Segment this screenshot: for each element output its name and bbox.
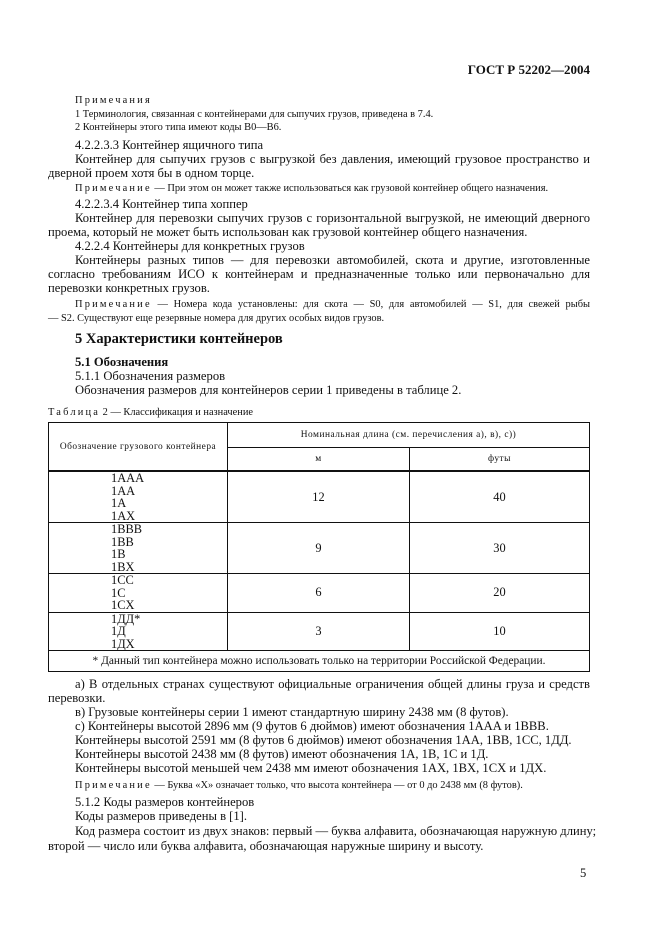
code: 1A [111, 496, 127, 510]
code: 1CC [111, 573, 134, 587]
note [75, 298, 590, 312]
section-heading: 4.2.2.3.3 Контейнер ящичного типа [75, 138, 264, 152]
table-row [49, 612, 590, 651]
note [75, 779, 523, 793]
note-text: — Буква «Х» означает только, что высота контейнера — от 0 до 2438 мм (8 футов). [151, 780, 523, 791]
note-item: 1 Терминология, связанная с контейнерами для сыпучих грузов, приведена в 7.4. [75, 109, 434, 120]
paragraph-line: дверной проем хотя бы в одном торце. [48, 166, 255, 180]
list-item-c-line: Контейнеры высотой 2591 мм (8 футов 6 дюймов) имеют обозначения 1AA, 1BB, 1CC, 1ДД. [75, 733, 572, 747]
code: 1Д [111, 624, 126, 638]
length-ft-cell: 10 [410, 612, 590, 651]
codes-cell [49, 574, 228, 613]
length-m-cell: 9 [228, 523, 410, 574]
table-footnote: * Данный тип контейнера можно использовать только на территории Российской Федерации. [49, 651, 590, 672]
length-m-cell: 6 [228, 574, 410, 613]
code: 1AX [111, 508, 136, 523]
paragraph-line: проема, который не может быть использован как грузовой контейнер общего назначения. [48, 225, 528, 239]
note-label: Примечание [75, 299, 152, 310]
codes-cell [49, 471, 228, 523]
paragraph-line: Контейнеры разных типов — для перевозки автомобилей, скота и другие, изготовленные [75, 253, 590, 267]
table-row [49, 471, 590, 523]
notes-title: Примечания [75, 95, 152, 106]
length-ft-cell: 20 [410, 574, 590, 613]
code: 1ДД* [111, 611, 141, 626]
note-text: — S2. Существуют еще резервные номера для других особых видов грузов. [48, 313, 385, 324]
codes-cell [49, 612, 228, 651]
paragraph-line: второй — число или буква алфавита, обозначающая наружные ширину и высоту. [48, 839, 484, 853]
list-item-c: с) Контейнеры высотой 2896 мм (9 футов 6 дюймов) имеют обозначения 1AAA и 1BBB. [75, 719, 549, 733]
list-item-a-cont: перевозки. [48, 691, 106, 705]
column-header-m: м [228, 448, 410, 472]
paragraph-line: Коды размеров приведены в [1]. [75, 809, 248, 823]
document-id: ГОСТ Р 52202—2004 [467, 62, 590, 77]
caption-text: 2 — Классификация и назначение [100, 407, 253, 418]
column-header-length: Номинальная длина (см. перечисления а), в), с)) [228, 423, 590, 448]
code: 1C [111, 585, 126, 600]
note-label: Примечание [75, 183, 152, 194]
table-row [49, 523, 590, 574]
caption-label: Таблица [48, 407, 101, 418]
list-item-a: а) В отдельных странах существуют официальные ограничения общей длины груза и средств [75, 677, 590, 691]
column-header-ft: футы [410, 448, 590, 472]
list-item-c-line: Контейнеры высотой меньшей чем 2438 мм имеют обозначения 1AX, 1BX, 1CX и 1ДХ. [75, 761, 547, 775]
length-m-cell: 12 [228, 471, 410, 523]
section-heading: 4.2.2.4 Контейнеры для конкретных грузов [75, 239, 305, 253]
paragraph-line: Обозначения размеров для контейнеров серии 1 приведены в таблице 2. [75, 383, 462, 397]
paragraph-line: Код размера состоит из двух знаков: первый — буква алфавита, обозначающая наружную длину; [75, 824, 597, 838]
paragraph-line: Контейнер для перевозки сыпучих грузов с горизонтальной выгрузкой, не имеющий дверного [75, 211, 590, 225]
code: 1CX [111, 598, 135, 612]
code: 1AA [111, 483, 136, 498]
classification-table [48, 422, 590, 672]
column-header-designation: Обозначение грузового контейнера [49, 423, 228, 472]
note [75, 182, 548, 196]
code: 1AAA [111, 471, 145, 485]
codes-cell [49, 523, 228, 574]
page-number: 5 [580, 866, 587, 880]
note-item: 2 Контейнеры этого типа имеют коды B0—B6. [75, 122, 282, 133]
list-item-b: в) Грузовые контейнеры серии 1 имеют стандартную ширину 2438 мм (8 футов). [75, 705, 509, 719]
paragraph-line: перевозки конкретных грузов. [48, 281, 210, 295]
code: 1BX [111, 559, 135, 574]
code: 1BBB [111, 522, 142, 536]
subsection-title: 5.1 Обозначения [75, 355, 169, 369]
note-text: — Номера кода установлены: для скота — S0, для автомобилей — S1, для свежей рыбы [151, 299, 590, 310]
table-row [49, 574, 590, 613]
paragraph-line: согласно требованиям ИСО к контейнерам и предназначенные только или первоначально для [48, 267, 590, 281]
length-m-cell: 3 [228, 612, 410, 651]
note-text: — При этом он может также использоваться как грузовой контейнер общего назначения. [151, 183, 549, 194]
subsection-heading: 5.1.1 Обозначения размеров [75, 369, 226, 383]
length-ft-cell: 30 [410, 523, 590, 574]
paragraph-line: Контейнер для сыпучих грузов с выгрузкой без давления, имеющий грузовое пространство и [75, 152, 590, 166]
section-heading: 4.2.2.3.4 Контейнер типа хоппер [75, 197, 248, 211]
code: 1ДХ [111, 636, 135, 651]
code: 1B [111, 547, 126, 561]
subsection-heading: 5.1.2 Коды размеров контейнеров [75, 795, 255, 809]
code: 1BB [111, 534, 134, 549]
list-item-c-line: Контейнеры высотой 2438 мм (8 футов) имеют обозначения 1A, 1B, 1C и 1Д. [75, 747, 489, 761]
table-caption [48, 406, 253, 420]
note-label: Примечание [75, 780, 152, 791]
section-title: 5 Характеристики контейнеров [75, 331, 283, 347]
length-ft-cell: 40 [410, 471, 590, 523]
